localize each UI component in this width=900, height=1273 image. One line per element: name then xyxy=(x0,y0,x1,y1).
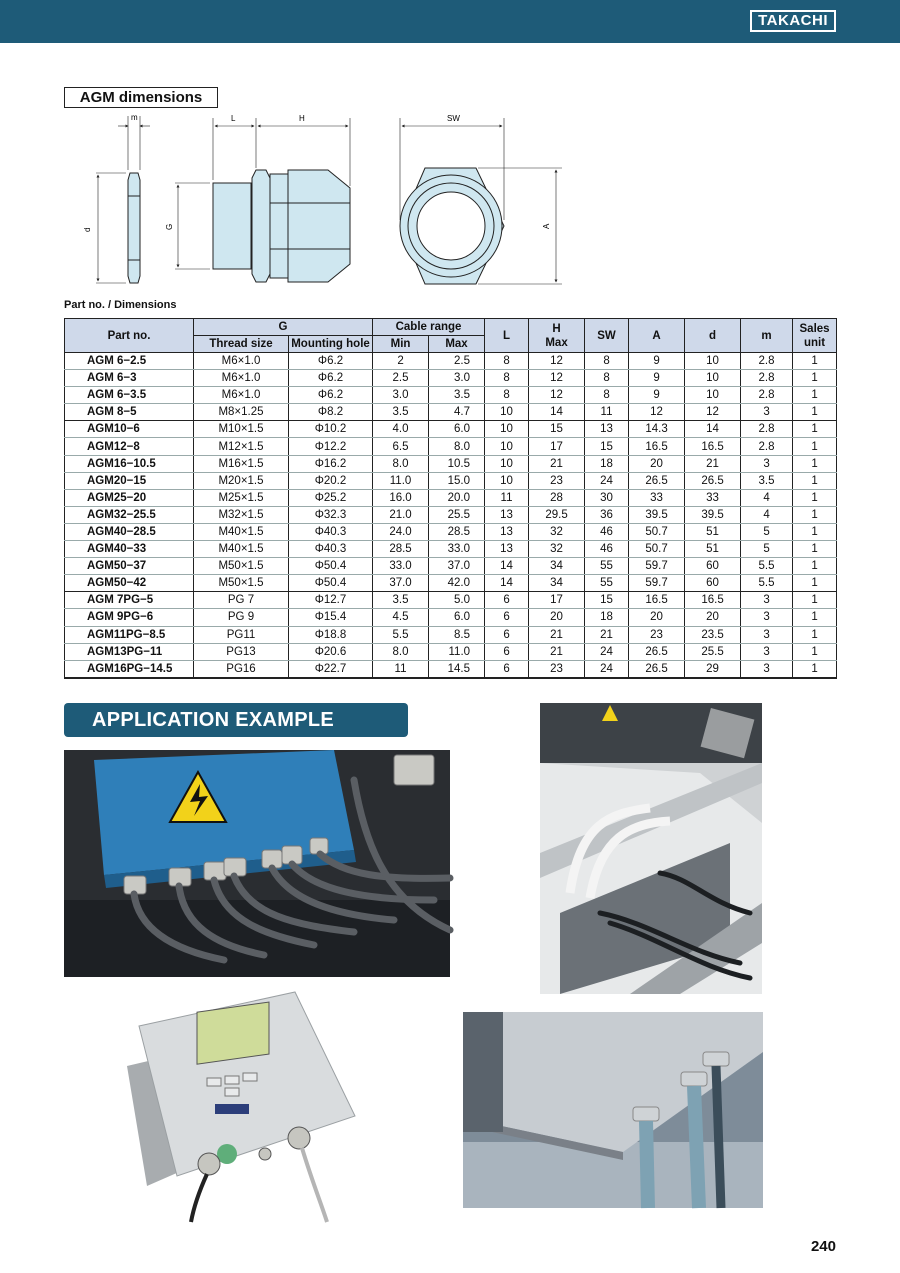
cell-hole: Φ20.2 xyxy=(289,472,373,489)
table-row xyxy=(65,353,837,370)
cell-min: 3.0 xyxy=(373,387,429,404)
cell-min: 37.0 xyxy=(373,575,429,592)
cell-hole: Φ6.2 xyxy=(289,387,373,404)
cell-max: 15.0 xyxy=(429,472,485,489)
cell-unit: 1 xyxy=(793,541,837,558)
cell-max: 3.0 xyxy=(429,370,485,387)
cell-m: 3 xyxy=(741,455,793,472)
cell-min: 24.0 xyxy=(373,523,429,540)
cell-a: 50.7 xyxy=(629,523,685,540)
cell-max: 8.5 xyxy=(429,626,485,643)
cell-part: AGM16−10.5 xyxy=(65,455,194,472)
table-row xyxy=(65,523,837,540)
cell-thread: M40×1.5 xyxy=(194,541,289,558)
cell-unit: 1 xyxy=(793,421,837,438)
cell-sw: 15 xyxy=(585,438,629,455)
table-row xyxy=(65,506,837,523)
table-caption: Part no. / Dimensions xyxy=(64,299,177,311)
table-row xyxy=(65,643,837,660)
cell-a: 9 xyxy=(629,370,685,387)
cell-d: 33 xyxy=(685,489,741,506)
cell-max: 10.5 xyxy=(429,455,485,472)
cell-d: 51 xyxy=(685,523,741,540)
table-row xyxy=(65,541,837,558)
cell-part: AGM25−20 xyxy=(65,489,194,506)
cell-sw: 46 xyxy=(585,541,629,558)
locknut-side-view xyxy=(128,173,140,283)
photo-cable-tray-installation xyxy=(540,703,762,994)
cell-a: 26.5 xyxy=(629,472,685,489)
cell-m: 2.8 xyxy=(741,438,793,455)
table-row xyxy=(65,438,837,455)
label-d: d xyxy=(83,227,92,232)
table-row xyxy=(65,660,837,678)
cell-a: 9 xyxy=(629,353,685,370)
cell-min: 33.0 xyxy=(373,558,429,575)
cell-d: 60 xyxy=(685,558,741,575)
th-max: Max xyxy=(429,336,485,353)
cell-a: 20 xyxy=(629,609,685,626)
cell-max: 4.7 xyxy=(429,404,485,421)
cell-hole: Φ6.2 xyxy=(289,370,373,387)
cell-hole: Φ20.6 xyxy=(289,643,373,660)
cell-min: 4.5 xyxy=(373,609,429,626)
cell-hole: Φ18.8 xyxy=(289,626,373,643)
cell-h: 23 xyxy=(529,660,585,678)
cell-m: 2.8 xyxy=(741,387,793,404)
cell-part: AGM 8−5 xyxy=(65,404,194,421)
cell-a: 9 xyxy=(629,387,685,404)
cell-l: 13 xyxy=(485,506,529,523)
cell-m: 2.8 xyxy=(741,370,793,387)
cell-sw: 18 xyxy=(585,609,629,626)
cell-h: 34 xyxy=(529,575,585,592)
cell-max: 42.0 xyxy=(429,575,485,592)
cell-d: 14 xyxy=(685,421,741,438)
cell-min: 6.5 xyxy=(373,438,429,455)
cell-a: 33 xyxy=(629,489,685,506)
cell-min: 11.0 xyxy=(373,472,429,489)
cell-l: 6 xyxy=(485,643,529,660)
cell-thread: M16×1.5 xyxy=(194,455,289,472)
cell-h: 17 xyxy=(529,592,585,609)
cell-part: AGM 7PG−5 xyxy=(65,592,194,609)
cell-hole: Φ40.3 xyxy=(289,523,373,540)
cell-h: 15 xyxy=(529,421,585,438)
cell-a: 50.7 xyxy=(629,541,685,558)
cell-thread: M6×1.0 xyxy=(194,353,289,370)
cell-max: 6.0 xyxy=(429,609,485,626)
cell-a: 39.5 xyxy=(629,506,685,523)
cell-unit: 1 xyxy=(793,387,837,404)
cell-hole: Φ12.2 xyxy=(289,438,373,455)
cell-thread: M6×1.0 xyxy=(194,370,289,387)
cell-min: 8.0 xyxy=(373,643,429,660)
cell-h: 23 xyxy=(529,472,585,489)
cell-d: 60 xyxy=(685,575,741,592)
cell-l: 10 xyxy=(485,472,529,489)
cell-hole: Φ6.2 xyxy=(289,353,373,370)
table-row xyxy=(65,387,837,404)
cell-part: AGM16PG−14.5 xyxy=(65,660,194,678)
cell-sw: 21 xyxy=(585,626,629,643)
cell-max: 25.5 xyxy=(429,506,485,523)
cell-unit: 1 xyxy=(793,592,837,609)
cell-max: 20.0 xyxy=(429,489,485,506)
cell-d: 20 xyxy=(685,609,741,626)
cell-l: 6 xyxy=(485,660,529,678)
cell-thread: PG11 xyxy=(194,626,289,643)
th-h xyxy=(529,319,585,353)
cell-hole: Φ15.4 xyxy=(289,609,373,626)
cell-max: 2.5 xyxy=(429,353,485,370)
gland-side-view xyxy=(213,170,350,282)
cell-m: 4 xyxy=(741,506,793,523)
table-row xyxy=(65,472,837,489)
cell-h: 29.5 xyxy=(529,506,585,523)
cell-unit: 1 xyxy=(793,575,837,592)
cell-sw: 24 xyxy=(585,660,629,678)
cell-m: 3 xyxy=(741,609,793,626)
th-sales-sub: unit xyxy=(803,336,826,349)
cell-d: 10 xyxy=(685,370,741,387)
cell-sw: 15 xyxy=(585,592,629,609)
cell-min: 5.5 xyxy=(373,626,429,643)
cell-unit: 1 xyxy=(793,609,837,626)
cell-d: 25.5 xyxy=(685,643,741,660)
cell-unit: 1 xyxy=(793,489,837,506)
cell-thread: M20×1.5 xyxy=(194,472,289,489)
cell-m: 3 xyxy=(741,592,793,609)
cell-thread: PG 9 xyxy=(194,609,289,626)
th-part-no: Part no. xyxy=(65,319,194,353)
cell-h: 28 xyxy=(529,489,585,506)
cell-sw: 46 xyxy=(585,523,629,540)
cell-hole: Φ50.4 xyxy=(289,558,373,575)
cell-m: 4 xyxy=(741,489,793,506)
cell-thread: PG 7 xyxy=(194,592,289,609)
cell-unit: 1 xyxy=(793,404,837,421)
cell-h: 12 xyxy=(529,370,585,387)
label-g: G xyxy=(165,223,174,230)
cell-d: 21 xyxy=(685,455,741,472)
cell-part: AGM40−33 xyxy=(65,541,194,558)
cell-l: 10 xyxy=(485,455,529,472)
cell-min: 3.5 xyxy=(373,404,429,421)
table-row xyxy=(65,421,837,438)
cell-unit: 1 xyxy=(793,472,837,489)
agm-dimension-drawings xyxy=(60,108,551,298)
cell-h: 34 xyxy=(529,558,585,575)
cell-part: AGM 6−3.5 xyxy=(65,387,194,404)
th-sw: SW xyxy=(585,319,629,353)
cell-m: 2.8 xyxy=(741,353,793,370)
cell-l: 6 xyxy=(485,626,529,643)
th-min: Min xyxy=(373,336,429,353)
cell-part: AGM13PG−11 xyxy=(65,643,194,660)
dimensions-table-body xyxy=(65,353,837,678)
cell-m: 5.5 xyxy=(741,575,793,592)
label-sw: SW xyxy=(447,114,460,123)
cell-unit: 1 xyxy=(793,455,837,472)
cell-a: 59.7 xyxy=(629,575,685,592)
cell-l: 8 xyxy=(485,387,529,404)
cell-l: 10 xyxy=(485,421,529,438)
cell-m: 5 xyxy=(741,541,793,558)
cell-d: 51 xyxy=(685,541,741,558)
cell-min: 11 xyxy=(373,660,429,678)
cell-max: 8.0 xyxy=(429,438,485,455)
cell-a: 26.5 xyxy=(629,643,685,660)
cell-h: 17 xyxy=(529,438,585,455)
cell-sw: 36 xyxy=(585,506,629,523)
table-row xyxy=(65,404,837,421)
cell-d: 23.5 xyxy=(685,626,741,643)
gland-front-view xyxy=(400,168,504,284)
cell-part: AGM10−6 xyxy=(65,421,194,438)
table-row xyxy=(65,455,837,472)
cell-part: AGM32−25.5 xyxy=(65,506,194,523)
th-l: L xyxy=(485,319,529,353)
th-mounting-hole: Mounting hole xyxy=(289,336,373,353)
cell-part: AGM 6−3 xyxy=(65,370,194,387)
application-example-title: APPLICATION EXAMPLE xyxy=(64,703,408,737)
cell-hole: Φ22.7 xyxy=(289,660,373,678)
cell-unit: 1 xyxy=(793,506,837,523)
cell-h: 32 xyxy=(529,523,585,540)
cell-part: AGM12−8 xyxy=(65,438,194,455)
cell-h: 12 xyxy=(529,387,585,404)
th-m: m xyxy=(741,319,793,353)
cell-thread: M25×1.5 xyxy=(194,489,289,506)
cell-part: AGM40−28.5 xyxy=(65,523,194,540)
th-sales-unit xyxy=(793,319,837,353)
cell-unit: 1 xyxy=(793,643,837,660)
cell-l: 10 xyxy=(485,438,529,455)
th-d: d xyxy=(685,319,741,353)
cell-d: 16.5 xyxy=(685,438,741,455)
label-l: L xyxy=(231,114,236,123)
cell-l: 8 xyxy=(485,370,529,387)
cell-min: 28.5 xyxy=(373,541,429,558)
cell-min: 21.0 xyxy=(373,506,429,523)
page-number: 240 xyxy=(810,1238,836,1255)
cell-m: 3 xyxy=(741,660,793,678)
cell-sw: 18 xyxy=(585,455,629,472)
takachi-logo: TAKACHI xyxy=(750,10,836,32)
cell-d: 26.5 xyxy=(685,472,741,489)
cell-hole: Φ25.2 xyxy=(289,489,373,506)
cell-min: 2.5 xyxy=(373,370,429,387)
cell-m: 5.5 xyxy=(741,558,793,575)
cell-thread: M12×1.5 xyxy=(194,438,289,455)
cell-sw: 24 xyxy=(585,643,629,660)
cell-d: 16.5 xyxy=(685,592,741,609)
cell-a: 16.5 xyxy=(629,592,685,609)
cell-l: 11 xyxy=(485,489,529,506)
cell-part: AGM50−42 xyxy=(65,575,194,592)
cell-sw: 8 xyxy=(585,387,629,404)
cell-part: AGM 9PG−6 xyxy=(65,609,194,626)
cell-a: 14.3 xyxy=(629,421,685,438)
cell-part: AGM50−37 xyxy=(65,558,194,575)
cell-unit: 1 xyxy=(793,523,837,540)
th-thread-size: Thread size xyxy=(194,336,289,353)
cell-l: 6 xyxy=(485,609,529,626)
dimensions-title: AGM dimensions xyxy=(64,87,218,108)
cell-hole: Φ50.4 xyxy=(289,575,373,592)
table-row xyxy=(65,575,837,592)
cell-l: 13 xyxy=(485,541,529,558)
cell-h: 14 xyxy=(529,404,585,421)
cell-part: AGM 6−2.5 xyxy=(65,353,194,370)
cell-hole: Φ12.7 xyxy=(289,592,373,609)
th-h-label: H xyxy=(552,322,561,335)
photo-ceiling-duct-cable-glands xyxy=(463,1012,763,1208)
cell-min: 8.0 xyxy=(373,455,429,472)
table-row xyxy=(65,592,837,609)
cell-unit: 1 xyxy=(793,370,837,387)
cell-part: AGM20−15 xyxy=(65,472,194,489)
cell-m: 3 xyxy=(741,626,793,643)
header-bar xyxy=(0,0,900,43)
cell-hole: Φ40.3 xyxy=(289,541,373,558)
cell-h: 21 xyxy=(529,643,585,660)
table-row xyxy=(65,609,837,626)
cell-unit: 1 xyxy=(793,558,837,575)
photo-blue-enclosure-with-cable-glands xyxy=(64,750,450,977)
table-row xyxy=(65,489,837,506)
cell-h: 21 xyxy=(529,626,585,643)
cell-unit: 1 xyxy=(793,626,837,643)
cell-h: 12 xyxy=(529,353,585,370)
th-sales-label: Sales xyxy=(799,322,830,335)
cell-max: 28.5 xyxy=(429,523,485,540)
cell-min: 2 xyxy=(373,353,429,370)
cell-thread: M32×1.5 xyxy=(194,506,289,523)
cell-l: 6 xyxy=(485,592,529,609)
cell-sw: 24 xyxy=(585,472,629,489)
cell-unit: 1 xyxy=(793,353,837,370)
cell-thread: M50×1.5 xyxy=(194,558,289,575)
cell-l: 13 xyxy=(485,523,529,540)
cell-l: 14 xyxy=(485,575,529,592)
cell-hole: Φ32.3 xyxy=(289,506,373,523)
cell-unit: 1 xyxy=(793,438,837,455)
cell-min: 4.0 xyxy=(373,421,429,438)
cell-sw: 8 xyxy=(585,370,629,387)
cell-a: 26.5 xyxy=(629,660,685,678)
cell-h: 32 xyxy=(529,541,585,558)
cell-unit: 1 xyxy=(793,660,837,678)
cell-hole: Φ8.2 xyxy=(289,404,373,421)
label-a: A xyxy=(542,223,551,229)
cell-m: 3 xyxy=(741,404,793,421)
table-row xyxy=(65,626,837,643)
cell-l: 14 xyxy=(485,558,529,575)
cell-thread: PG13 xyxy=(194,643,289,660)
th-a: A xyxy=(629,319,685,353)
cell-l: 10 xyxy=(485,404,529,421)
cell-sw: 13 xyxy=(585,421,629,438)
label-h: H xyxy=(299,114,305,123)
cell-thread: M8×1.25 xyxy=(194,404,289,421)
th-h-sub: Max xyxy=(545,336,568,349)
cell-sw: 8 xyxy=(585,353,629,370)
cell-hole: Φ10.2 xyxy=(289,421,373,438)
table-row xyxy=(65,370,837,387)
cell-max: 3.5 xyxy=(429,387,485,404)
cell-max: 14.5 xyxy=(429,660,485,678)
cell-m: 2.8 xyxy=(741,421,793,438)
cell-min: 16.0 xyxy=(373,489,429,506)
cell-m: 5 xyxy=(741,523,793,540)
label-m: m xyxy=(131,113,138,122)
cell-max: 11.0 xyxy=(429,643,485,660)
cell-min: 3.5 xyxy=(373,592,429,609)
cell-a: 59.7 xyxy=(629,558,685,575)
th-g: G xyxy=(194,319,373,336)
cell-a: 12 xyxy=(629,404,685,421)
cell-d: 29 xyxy=(685,660,741,678)
cell-d: 10 xyxy=(685,387,741,404)
cell-thread: PG16 xyxy=(194,660,289,678)
cell-max: 33.0 xyxy=(429,541,485,558)
table-row xyxy=(65,558,837,575)
cell-max: 37.0 xyxy=(429,558,485,575)
cell-a: 16.5 xyxy=(629,438,685,455)
cell-a: 20 xyxy=(629,455,685,472)
cell-d: 12 xyxy=(685,404,741,421)
cell-thread: M10×1.5 xyxy=(194,421,289,438)
cell-m: 3 xyxy=(741,643,793,660)
th-cable-range: Cable range xyxy=(373,319,485,336)
cell-sw: 11 xyxy=(585,404,629,421)
cell-sw: 55 xyxy=(585,558,629,575)
cell-sw: 30 xyxy=(585,489,629,506)
cell-h: 20 xyxy=(529,609,585,626)
cell-d: 10 xyxy=(685,353,741,370)
cell-thread: M6×1.0 xyxy=(194,387,289,404)
photo-measurement-instrument xyxy=(127,986,357,1222)
cell-h: 21 xyxy=(529,455,585,472)
cell-l: 8 xyxy=(485,353,529,370)
cell-sw: 55 xyxy=(585,575,629,592)
cell-d: 39.5 xyxy=(685,506,741,523)
cell-thread: M50×1.5 xyxy=(194,575,289,592)
cell-max: 6.0 xyxy=(429,421,485,438)
cell-thread: M40×1.5 xyxy=(194,523,289,540)
cell-a: 23 xyxy=(629,626,685,643)
cell-hole: Φ16.2 xyxy=(289,455,373,472)
cell-part: AGM11PG−8.5 xyxy=(65,626,194,643)
cell-max: 5.0 xyxy=(429,592,485,609)
cell-m: 3.5 xyxy=(741,472,793,489)
dimensions-table xyxy=(64,318,837,679)
